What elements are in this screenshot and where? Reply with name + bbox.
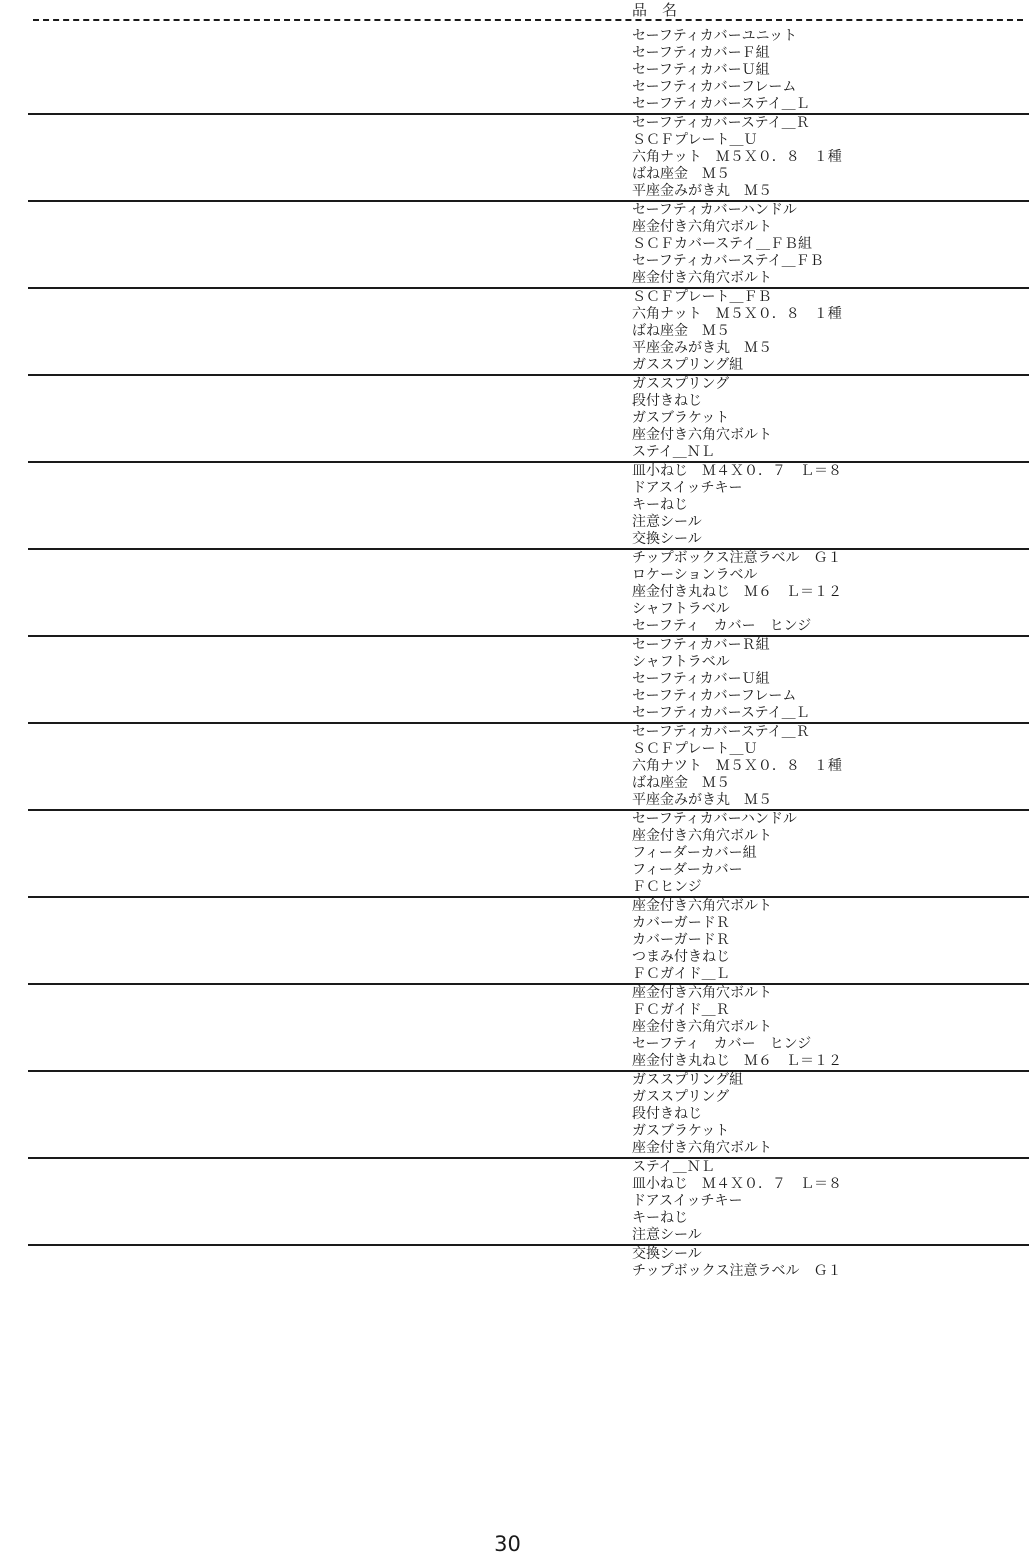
part-name-cell: フィーダーカバー組 (632, 845, 757, 861)
part-name-cell: フィーダーカバー (632, 862, 743, 878)
part-name-cell: ロケーションラベル (632, 567, 758, 583)
parts-group (28, 376, 1029, 463)
part-name-cell: チップボックス注意ラベル Ｇ１ (632, 1263, 842, 1279)
part-name-cell: 段付きねじ (632, 393, 702, 409)
part-name-cell: 平座金みがき丸 Ｍ５ (632, 792, 772, 808)
part-name-cell: 段付きねじ (632, 1106, 702, 1122)
part-name-cell: ＳＣＦカバーステイ＿ＦＢ組 (632, 236, 813, 252)
part-name-cell: カバーガードＲ (632, 915, 730, 931)
part-name-cell: 座金付き六角穴ボルト (632, 270, 772, 286)
part-name-cell: セーフティカバーＵ組 (632, 671, 770, 687)
part-name-cell: セーフティ カバー ヒンジ (632, 1036, 812, 1052)
part-name-cell: ＦＣヒンジ (632, 879, 702, 895)
part-name-cell: ＳＣＦプレート＿ＦＢ (632, 289, 772, 305)
part-name-cell: ガスブラケット (632, 410, 730, 426)
part-name-cell: 座金付き六角穴ボルト (632, 219, 772, 235)
part-name-cell: 座金付き丸ねじ Ｍ６ Ｌ＝１２ (632, 1053, 842, 1069)
parts-group (28, 115, 1029, 202)
part-name-cell: セーフティカバーステイ＿ＦＢ (632, 253, 824, 269)
part-name-cell: 六角ナット Ｍ５Ｘ０．８ １種 (632, 306, 842, 322)
part-name-cell: ガススプリング (632, 376, 730, 392)
part-name-cell: 座金付き六角穴ボルト (632, 828, 772, 844)
part-name-cell: ＳＣＦプレート＿Ｕ (632, 741, 758, 757)
part-name-cell: ステイ＿ＮＬ (632, 1159, 715, 1175)
part-name-cell: シャフトラベル (632, 654, 730, 670)
part-name-cell: キーねじ (632, 497, 688, 513)
parts-group (28, 1159, 1029, 1246)
part-name-cell: 平座金みがき丸 Ｍ５ (632, 340, 772, 356)
column-header-part-name: 品 名 (632, 1, 678, 19)
part-name-cell: セーフティ カバー ヒンジ (632, 618, 812, 634)
part-name-cell: チップボックス注意ラベル Ｇ１ (632, 550, 842, 566)
part-name-cell: 座金付き六角穴ボルト (632, 1140, 772, 1156)
part-name-cell: セーフティカバーユニット (632, 28, 798, 44)
part-name-cell: ガススプリング組 (632, 357, 744, 373)
part-name-cell: セーフティカバーステイ＿Ｒ (632, 724, 810, 740)
part-name-cell: カバーガードＲ (632, 932, 730, 948)
parts-group (28, 202, 1029, 289)
part-name-cell: ばね座金 Ｍ５ (632, 166, 730, 182)
part-name-cell: 皿小ねじ Ｍ４Ｘ０．７ Ｌ＝８ (632, 1176, 842, 1192)
part-name-cell: セーフティカバーＵ組 (632, 62, 770, 78)
part-name-cell: 座金付き六角穴ボルト (632, 1019, 772, 1035)
part-name-cell: セーフティカバーステイ＿Ｌ (632, 96, 810, 112)
part-name-cell: ガスブラケット (632, 1123, 730, 1139)
part-name-cell: ガススプリング (632, 1089, 730, 1105)
part-name-cell: セーフティカバーステイ＿Ｒ (632, 115, 810, 131)
part-name-cell: 座金付き六角穴ボルト (632, 898, 772, 914)
part-name-cell: ばね座金 Ｍ５ (632, 775, 730, 791)
parts-group (28, 463, 1029, 550)
part-name-cell: セーフティカバーハンドル (632, 202, 797, 218)
part-name-cell: シャフトラベル (632, 601, 730, 617)
part-name-cell: セーフティカバーフレーム (632, 688, 797, 704)
page-number: 30 (494, 1532, 521, 1556)
part-name-cell: ＦＣガイド＿Ｒ (632, 1002, 730, 1018)
part-name-cell: ドアスイッチキー (632, 480, 743, 496)
part-name-cell: 座金付き六角穴ボルト (632, 427, 772, 443)
part-name-cell: ＦＣガイド＿Ｌ (632, 966, 730, 982)
part-name-cell: 座金付き丸ねじ Ｍ６ Ｌ＝１２ (632, 584, 842, 600)
parts-group (28, 985, 1029, 1072)
part-name-cell: ドアスイッチキー (632, 1193, 743, 1209)
part-name-cell: セーフティカバーステイ＿Ｌ (632, 705, 810, 721)
part-name-cell: キーねじ (632, 1210, 688, 1226)
parts-group (28, 1072, 1029, 1159)
part-name-cell: セーフティカバーＦ組 (632, 45, 770, 61)
part-name-cell: 六角ナツト Ｍ５Ｘ０．８ １種 (632, 758, 842, 774)
parts-group (28, 811, 1029, 898)
part-name-cell: 座金付き六角穴ボルト (632, 985, 772, 1001)
part-name-cell: つまみ付きねじ (632, 949, 730, 965)
parts-group (28, 550, 1029, 637)
part-name-cell: 交換シール (632, 531, 702, 547)
part-name-cell: セーフティカバーハンドル (632, 811, 797, 827)
parts-group (28, 637, 1029, 724)
parts-group (28, 1246, 1029, 1280)
parts-group (28, 898, 1029, 985)
part-name-cell: 注意シール (632, 514, 702, 530)
part-name-cell: ＳＣＦプレート＿Ｕ (632, 132, 758, 148)
part-name-cell: ステイ＿ＮＬ (632, 444, 715, 460)
parts-group (28, 289, 1029, 376)
part-name-cell: セーフティカバーフレーム (632, 79, 797, 95)
parts-table (28, 21, 1029, 1280)
part-name-cell: セーフティカバーＲ組 (632, 637, 770, 653)
part-name-cell: 交換シール (632, 1246, 702, 1262)
part-name-cell: 皿小ねじ Ｍ４Ｘ０．７ Ｌ＝８ (632, 463, 842, 479)
parts-group (28, 21, 1029, 115)
part-name-cell: 平座金みがき丸 Ｍ５ (632, 183, 772, 199)
part-name-cell: 六角ナット Ｍ５Ｘ０．８ １種 (632, 149, 842, 165)
parts-group (28, 724, 1029, 811)
part-name-cell: 注意シール (632, 1227, 702, 1243)
part-name-cell: ガススプリング組 (632, 1072, 744, 1088)
part-name-cell: ばね座金 Ｍ５ (632, 323, 730, 339)
